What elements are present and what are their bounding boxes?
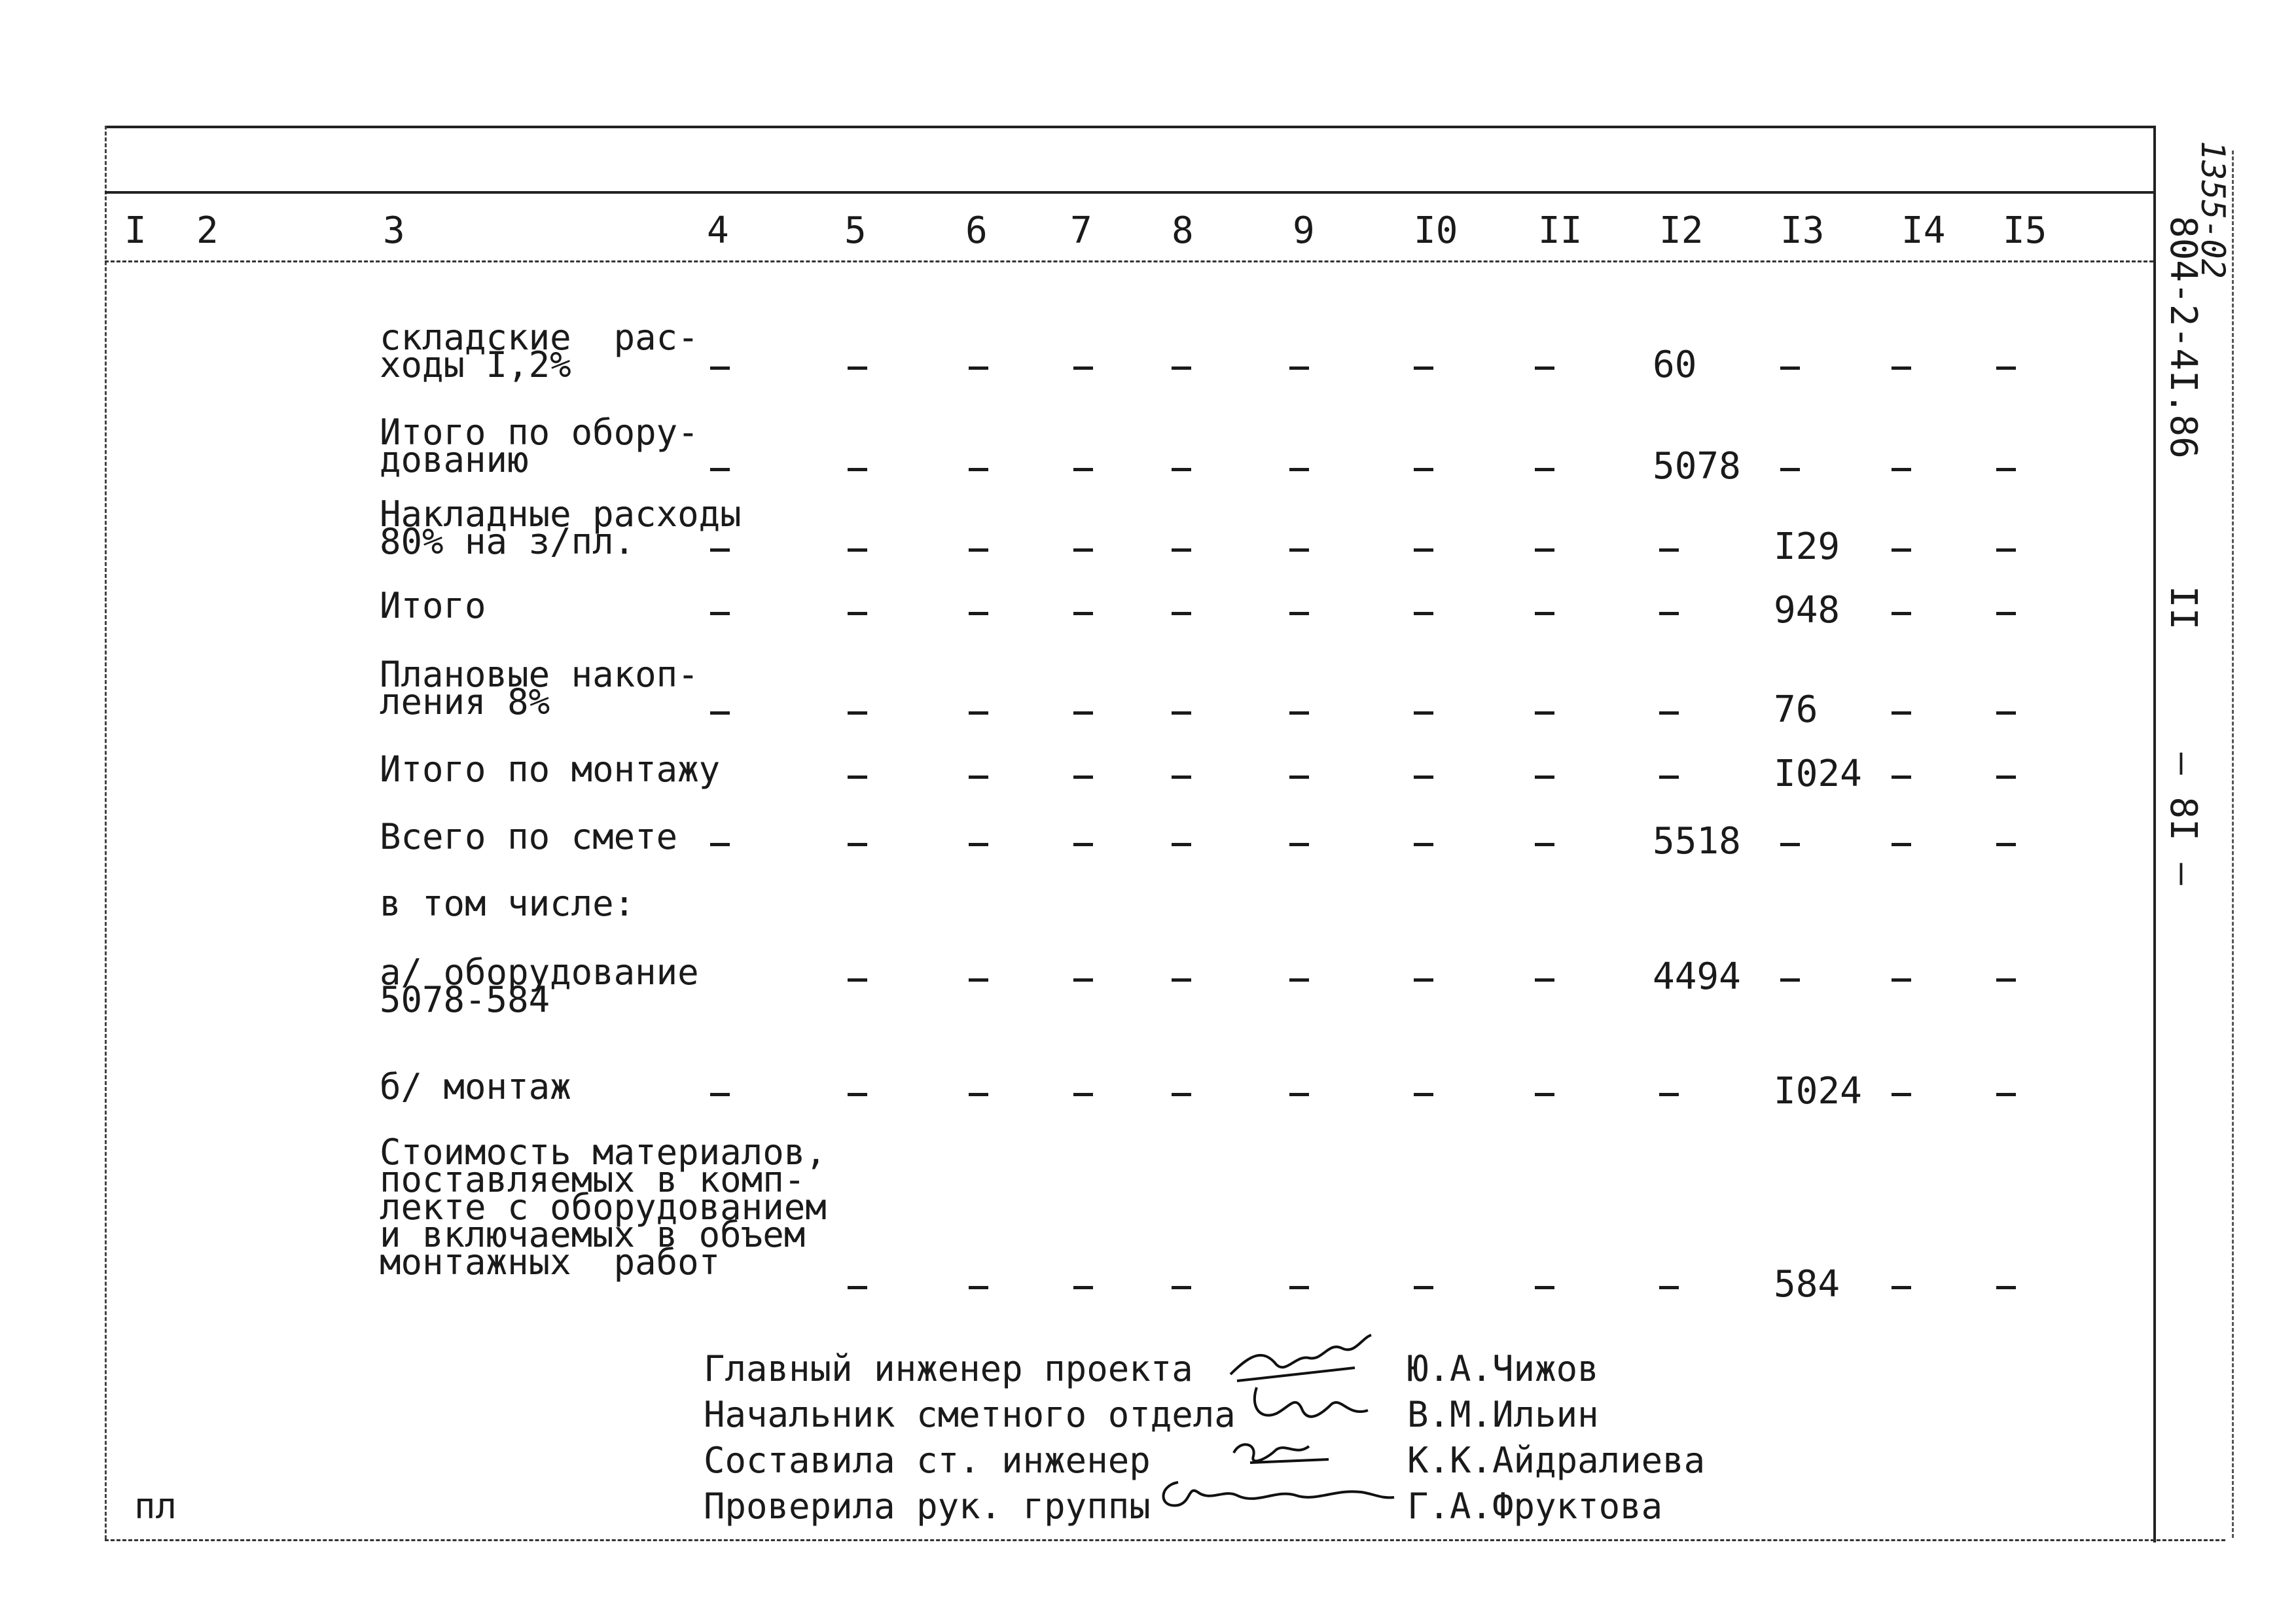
dash-empty-cell <box>1172 612 1191 615</box>
table-left-border <box>105 126 107 1539</box>
dash-empty-cell <box>1892 776 1911 779</box>
side-page-number: — 8I — <box>2162 753 2204 885</box>
dash-empty-cell <box>1535 776 1554 779</box>
dash-empty-cell <box>1996 776 2016 779</box>
dash-empty-cell <box>1780 366 1800 370</box>
column-number: 6 <box>965 209 988 252</box>
dash-empty-cell <box>710 1093 730 1096</box>
dash-empty-cell <box>1172 776 1191 779</box>
dash-empty-cell <box>1535 1286 1554 1289</box>
dash-empty-cell <box>1172 548 1191 552</box>
dash-empty-cell <box>1289 1286 1309 1289</box>
handwritten-signature <box>1224 1427 1335 1472</box>
dash-empty-cell <box>1659 711 1679 715</box>
dash-empty-cell <box>1535 1093 1554 1096</box>
dash-empty-cell <box>1780 843 1800 846</box>
dash-empty-cell <box>1535 468 1554 471</box>
dash-empty-cell <box>1172 978 1191 982</box>
dash-empty-cell <box>1535 843 1554 846</box>
dash-empty-cell <box>848 1286 867 1289</box>
dash-empty-cell <box>1659 1286 1679 1289</box>
footer-mark: пл <box>134 1486 177 1527</box>
dash-empty-cell <box>1073 612 1093 615</box>
dash-empty-cell <box>969 711 988 715</box>
dash-empty-cell <box>848 978 867 982</box>
dash-empty-cell <box>1535 612 1554 615</box>
dash-empty-cell <box>848 776 867 779</box>
dash-empty-cell <box>848 366 867 370</box>
dash-empty-cell <box>1892 711 1911 715</box>
dash-empty-cell <box>969 776 988 779</box>
dash-empty-cell <box>1073 1093 1093 1096</box>
dash-empty-cell <box>1172 1093 1191 1096</box>
dash-empty-cell <box>1289 1093 1309 1096</box>
dash-empty-cell <box>1289 366 1309 370</box>
dash-empty-cell <box>710 366 730 370</box>
header-divider <box>105 191 2153 194</box>
dash-empty-cell <box>1414 548 1433 552</box>
dash-empty-cell <box>848 843 867 846</box>
dash-empty-cell <box>1073 1286 1093 1289</box>
handwritten-signature <box>1224 1329 1374 1387</box>
dash-empty-cell <box>1535 366 1554 370</box>
column-number: 9 <box>1293 209 1315 252</box>
signature-name: Ю.А.Чижов <box>1407 1348 1599 1389</box>
dash-empty-cell <box>969 1093 988 1096</box>
signature-role: Главный инженер проекта <box>704 1348 1193 1389</box>
row-label: Плановые накоп- ления 8% <box>380 654 699 722</box>
dash-empty-cell <box>1073 776 1093 779</box>
dash-empty-cell <box>1172 1286 1191 1289</box>
dash-empty-cell <box>848 1093 867 1096</box>
dash-empty-cell <box>1289 548 1309 552</box>
row-label: Итого по обору- дованию <box>380 412 699 480</box>
dash-empty-cell <box>1892 468 1911 471</box>
dash-empty-cell <box>1996 1093 2016 1096</box>
side-doc-code: 804-2-4I.86 <box>2162 216 2204 459</box>
table-right-border <box>2153 126 2156 1543</box>
dash-empty-cell <box>1535 978 1554 982</box>
dash-empty-cell <box>1892 548 1911 552</box>
dash-empty-cell <box>710 612 730 615</box>
dash-empty-cell <box>1289 776 1309 779</box>
row-label: Всего по смете <box>380 816 678 857</box>
column-number: I <box>124 209 147 252</box>
dash-empty-cell <box>969 548 988 552</box>
dash-empty-cell <box>1535 548 1554 552</box>
dash-empty-cell <box>1780 978 1800 982</box>
dash-empty-cell <box>1073 978 1093 982</box>
column-number: I5 <box>2003 209 2047 252</box>
dash-empty-cell <box>1996 978 2016 982</box>
dash-empty-cell <box>848 711 867 715</box>
column-number-divider <box>105 260 2153 262</box>
row-label: а/ оборудование 5078-584 <box>380 952 699 1020</box>
dash-empty-cell <box>1414 468 1433 471</box>
side-album: II <box>2162 586 2204 630</box>
dash-empty-cell <box>1996 366 2016 370</box>
dash-empty-cell <box>1780 468 1800 471</box>
row-label: в том числе: <box>380 883 636 924</box>
column-number: I2 <box>1659 209 1704 252</box>
dash-empty-cell <box>1289 843 1309 846</box>
table-bottom-border <box>105 1539 2225 1541</box>
dash-empty-cell <box>1073 711 1093 715</box>
dash-empty-cell <box>1892 1286 1911 1289</box>
dash-empty-cell <box>1289 468 1309 471</box>
dash-empty-cell <box>969 366 988 370</box>
value-col-13: 584 <box>1774 1263 1840 1306</box>
dash-empty-cell <box>1659 1093 1679 1096</box>
margin-border <box>2232 151 2234 1538</box>
row-label: Накладные расходы 80% на з/пл. <box>380 493 742 562</box>
dash-empty-cell <box>1414 978 1433 982</box>
dash-empty-cell <box>1892 1093 1911 1096</box>
column-number: 3 <box>383 209 405 252</box>
signature-name: В.М.Ильин <box>1407 1394 1599 1435</box>
dash-empty-cell <box>969 468 988 471</box>
dash-empty-cell <box>1414 366 1433 370</box>
signature-role: Проверила рук. группы <box>704 1486 1151 1527</box>
handwritten-signature <box>1152 1472 1401 1518</box>
dash-empty-cell <box>1996 843 2016 846</box>
dash-empty-cell <box>1289 711 1309 715</box>
dash-empty-cell <box>969 1286 988 1289</box>
dash-empty-cell <box>1414 1093 1433 1096</box>
row-label: Стоимость материалов, поставляемых в комп- лекте с оборудованием и включаемых в объем монтажных работ <box>380 1132 827 1283</box>
dash-empty-cell <box>1073 366 1093 370</box>
dash-empty-cell <box>1659 612 1679 615</box>
column-number: 4 <box>707 209 729 252</box>
dash-empty-cell <box>1289 612 1309 615</box>
handwritten-signature <box>1244 1381 1374 1433</box>
dash-empty-cell <box>1892 366 1911 370</box>
dash-empty-cell <box>1414 776 1433 779</box>
value-col-13: I024 <box>1774 1070 1862 1113</box>
row-label: Итого <box>380 585 486 626</box>
dash-empty-cell <box>710 468 730 471</box>
dash-empty-cell <box>1172 468 1191 471</box>
dash-empty-cell <box>1172 843 1191 846</box>
dash-empty-cell <box>1996 612 2016 615</box>
column-number: 8 <box>1172 209 1194 252</box>
column-number: I3 <box>1780 209 1825 252</box>
column-number: I4 <box>1901 209 1946 252</box>
dash-empty-cell <box>848 612 867 615</box>
dash-empty-cell <box>1289 978 1309 982</box>
dash-empty-cell <box>1172 711 1191 715</box>
dash-empty-cell <box>1659 776 1679 779</box>
dash-empty-cell <box>1892 612 1911 615</box>
dash-empty-cell <box>1892 843 1911 846</box>
row-label: б/ монтаж <box>380 1066 571 1107</box>
dash-empty-cell <box>1996 1286 2016 1289</box>
dash-empty-cell <box>1073 548 1093 552</box>
value-col-12: 5518 <box>1653 820 1741 863</box>
dash-empty-cell <box>1073 468 1093 471</box>
value-col-12: 4494 <box>1653 955 1741 998</box>
dash-empty-cell <box>1659 548 1679 552</box>
dash-empty-cell <box>1414 843 1433 846</box>
value-col-12: 60 <box>1653 344 1697 386</box>
dash-empty-cell <box>1996 468 2016 471</box>
dash-empty-cell <box>1996 548 2016 552</box>
table-top-border <box>105 126 2153 128</box>
dash-empty-cell <box>969 978 988 982</box>
value-col-13: I024 <box>1774 753 1862 795</box>
row-label: складские рас- ходы I,2% <box>380 317 699 385</box>
dash-empty-cell <box>1073 843 1093 846</box>
dash-empty-cell <box>1414 1286 1433 1289</box>
signature-role: Начальник сметного отдела <box>704 1394 1236 1435</box>
dash-empty-cell <box>1414 711 1433 715</box>
dash-empty-cell <box>710 711 730 715</box>
dash-empty-cell <box>710 548 730 552</box>
dash-empty-cell <box>969 612 988 615</box>
value-col-13: I29 <box>1774 526 1840 568</box>
signature-name: Г.А.Фруктова <box>1407 1486 1663 1527</box>
column-number: 2 <box>196 209 219 252</box>
value-col-12: 5078 <box>1653 445 1741 488</box>
column-number: II <box>1538 209 1583 252</box>
column-number: I0 <box>1414 209 1458 252</box>
column-number: 7 <box>1070 209 1092 252</box>
dash-empty-cell <box>1172 366 1191 370</box>
dash-empty-cell <box>1414 612 1433 615</box>
row-label: Итого по монтажу <box>380 749 721 790</box>
dash-empty-cell <box>1535 711 1554 715</box>
column-number: 5 <box>844 209 867 252</box>
dash-empty-cell <box>969 843 988 846</box>
dash-empty-cell <box>848 548 867 552</box>
dash-empty-cell <box>1996 711 2016 715</box>
value-col-13: 76 <box>1774 688 1818 731</box>
dash-empty-cell <box>848 468 867 471</box>
dash-empty-cell <box>1892 978 1911 982</box>
signature-role: Составила ст. инженер <box>704 1440 1151 1481</box>
value-col-13: 948 <box>1774 589 1840 632</box>
signature-name: К.К.Айдралиева <box>1407 1440 1706 1481</box>
side-stamp: 1355-02 <box>2194 141 2232 279</box>
dash-empty-cell <box>710 843 730 846</box>
